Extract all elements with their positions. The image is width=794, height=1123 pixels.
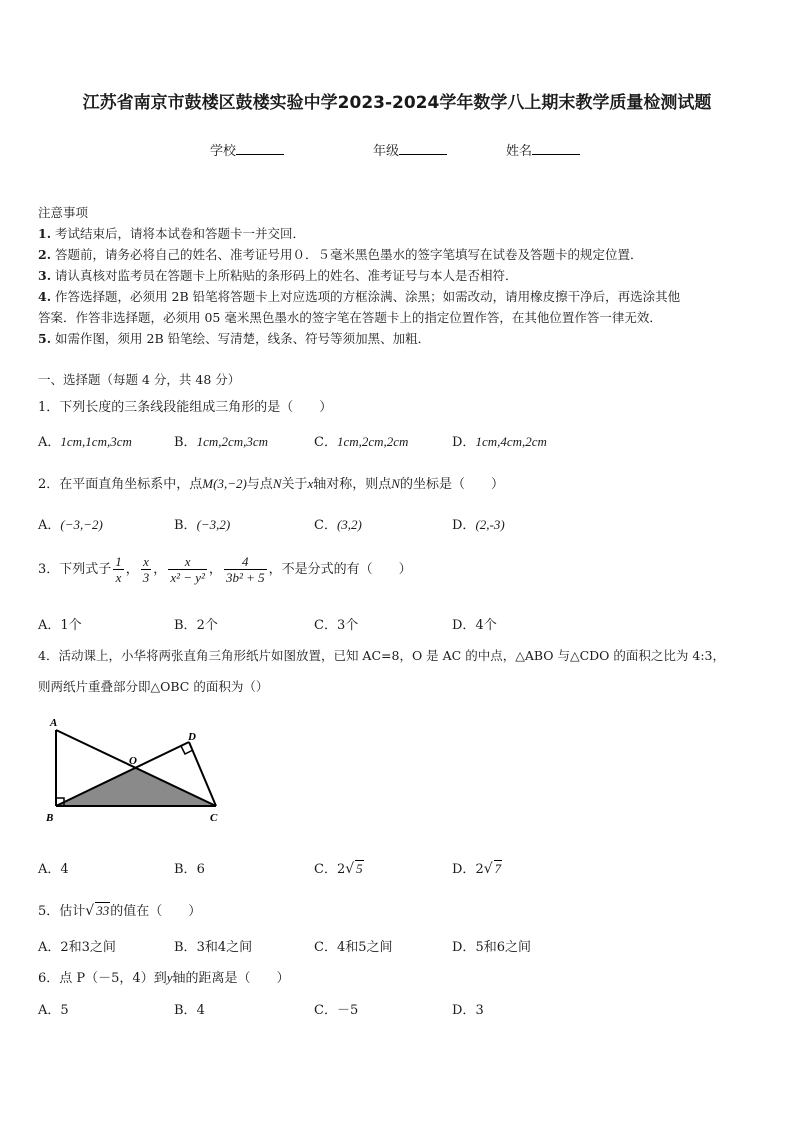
q1-option-b[interactable]: B．1cm,2cm,3cm: [174, 434, 269, 450]
school-blank[interactable]: [236, 142, 284, 155]
q4-option-d[interactable]: D．2√ 7: [452, 861, 502, 877]
grade-blank[interactable]: [399, 142, 447, 155]
q5-option-a[interactable]: A．2和3之间: [38, 940, 116, 955]
note-item: 1. 考试结束后，请将本试卷和答题卡一并交回．: [38, 226, 306, 241]
q5-option-c[interactable]: C．4和5之间: [314, 940, 393, 955]
fraction-4: $\frac{4}{\text{3b² + 5}}$: [225, 554, 265, 585]
fraction-2: $\frac{x}{3}$: [142, 554, 150, 585]
q6-option-c[interactable]: C．－5: [314, 1003, 359, 1018]
question-1-stem: 1．下列长度的三条线段能组成三角形的是（ ）: [38, 400, 333, 415]
section-heading: 一、选择题（每题 4 分，共 48 分）: [38, 372, 241, 387]
note-item: 4. 作答选择题，必须用 2B 铅笔将答题卡上对应选项的方框涂满、涂黑；如需改动，请用橡皮擦干净后，再选涂其他: [38, 289, 681, 304]
shaded-triangle-obc: [56, 768, 216, 806]
q6-option-b[interactable]: B．4: [174, 1003, 205, 1018]
q3-option-b[interactable]: B．2个: [174, 618, 218, 633]
label-o: O: [129, 755, 137, 767]
name-label: 姓名: [506, 144, 533, 159]
q3-option-c[interactable]: C．3个: [314, 618, 359, 633]
school-label: 学校: [210, 144, 237, 159]
name-field: [506, 140, 580, 159]
q2-option-c[interactable]: C．(3,2): [314, 517, 362, 533]
question-5-stem: 5．估计√ 33的值在（ ）: [38, 903, 202, 919]
triangle-figure: [44, 712, 234, 827]
q5-option-d[interactable]: D．5和6之间: [452, 940, 531, 955]
label-c: C: [210, 812, 218, 824]
note-item: 答案．作答非选择题，必须用 05 毫米黑色墨水的签字笔在答题卡上的指定位置作答，在其他位置作答一律无效．: [38, 310, 662, 325]
q3-option-d[interactable]: D．4个: [452, 618, 497, 633]
q3-option-a[interactable]: A．1个: [38, 618, 82, 633]
question-4-line1: 4．活动课上，小华将两张直角三角形纸片如图放置，已知 AC=8，O 是 AC 的中点，△ABO 与△CDO 的面积之比为 4:3，: [38, 648, 725, 663]
note-item: 2. 答题前，请务必将自己的姓名、准考证号用０．５毫米黑色墨水的签字笔填写在试卷及答题卡的规定位置．: [38, 247, 643, 262]
grade-label: 年级: [373, 144, 400, 159]
question-2-stem: 2．在平面直角坐标系中，点M(3,−2)与点N关于x轴对称，则点N的坐标是（ ）: [38, 476, 504, 492]
fraction-3: $\frac{x}{\text{x² − y²}}$: [170, 554, 205, 585]
grade-field: [373, 140, 447, 159]
q6-option-a[interactable]: A．5: [38, 1003, 69, 1018]
q1-option-a[interactable]: A．1cm,1cm,3cm: [38, 434, 132, 450]
question-6-stem: 6．点 P（－5，4）到y轴的距离是（ ）: [38, 970, 290, 986]
notes-heading: 注意事项: [38, 205, 89, 220]
q4-option-c[interactable]: C．2√ 5: [314, 861, 363, 877]
school-field: [210, 140, 284, 159]
note-item: 3. 请认真核对监考员在答题卡上所粘贴的条形码上的姓名、准考证号与本人是否相符．: [38, 268, 518, 283]
q4-option-b[interactable]: B．6: [174, 862, 205, 877]
fraction-1: $\frac{1}{x}$: [115, 554, 122, 585]
label-b: B: [46, 812, 54, 824]
q2-option-b[interactable]: B．(−3,2): [174, 517, 231, 533]
label-d: D: [188, 731, 196, 743]
name-blank[interactable]: [532, 142, 580, 155]
q1-option-d[interactable]: D．1cm,4cm,2cm: [452, 434, 547, 450]
label-a: A: [50, 717, 58, 729]
question-4-line2: 则两纸片重叠部分即△OBC 的面积为（）: [38, 679, 269, 694]
note-item: 5. 如需作图，须用 2B 铅笔绘、写清楚，线条、符号等须加黑、加粗．: [38, 331, 431, 346]
q5-option-b[interactable]: B．3和4之间: [174, 940, 253, 955]
q2-option-d[interactable]: D．(2,-3): [452, 517, 505, 533]
page-title: 江苏省南京市鼓楼区鼓楼实验中学2023-2024学年数学八上期末教学质量检测试题: [82, 93, 712, 113]
q6-option-d[interactable]: D．3: [452, 1003, 484, 1018]
question-3-stem: 3．下列式子 $\frac{1}{x}$ ， $\frac{x}{3}$ ， $\frac{x}{\text{x² − y²}}$ ， $\frac{4}{\text{3b² + 5}}$ ，不是分式的有（ ）: [38, 554, 412, 585]
q1-option-c[interactable]: C．1cm,2cm,2cm: [314, 434, 409, 450]
q2-option-a[interactable]: A．(−3,−2): [38, 517, 103, 533]
q4-option-a[interactable]: A．4: [38, 862, 69, 877]
